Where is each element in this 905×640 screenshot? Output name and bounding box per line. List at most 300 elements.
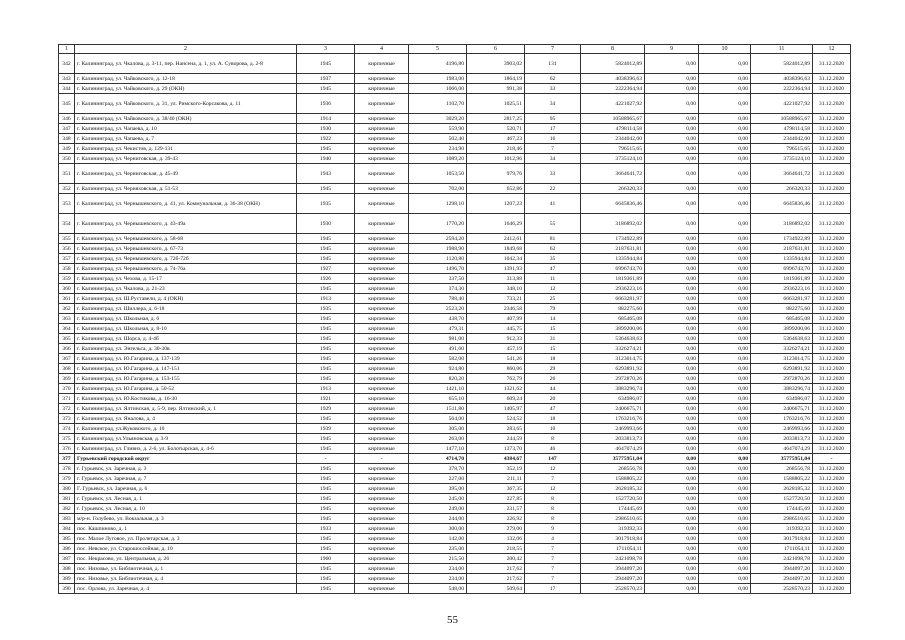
cell-build-year: 1945 [297, 464, 355, 474]
cell-cost-fund: 0,00 [645, 544, 699, 554]
cell-address: пос. Малое Луговое, ул. Пролетарская, д. 3 [75, 534, 297, 544]
cell-deadline: 31.12.2020 [813, 374, 851, 384]
cell-cost-sum: 2628185,32 [751, 484, 813, 494]
cell-total-area: 502,40 [409, 134, 467, 144]
cell-row-number: 357 [59, 254, 75, 264]
cell-cost-fund: 0,00 [645, 124, 699, 134]
table-row [59, 334, 851, 344]
cell-cost-budget: 0,00 [699, 214, 751, 234]
cell-cost-fund: 0,00 [645, 514, 699, 524]
cell-cost-fund: 0,00 [645, 334, 699, 344]
table-row [59, 384, 851, 394]
cell-cost-fund: 0,00 [645, 264, 699, 274]
table-row [59, 434, 851, 444]
cell-living-area: 132,06 [467, 534, 525, 544]
cell-cost-total: 4221027,92 [581, 94, 645, 114]
cell-residents: 17 [525, 124, 581, 134]
cell-cost-budget: 0,00 [699, 404, 751, 414]
cell-cost-total: 3944097,20 [581, 564, 645, 574]
cell-wall-material: кирпичные [355, 444, 409, 454]
cell-address: г. Калининград, ул. Черниговская, д. 39-43 [75, 154, 297, 164]
cell-deadline: 31.12.2020 [813, 334, 851, 344]
cell-wall-material: кирпичные [355, 74, 409, 84]
cell-living-area: 1864,19 [467, 74, 525, 84]
cell-living-area: 244,59 [467, 434, 525, 444]
cell-cost-total: 5824012,89 [581, 54, 645, 74]
cell-cost-sum: 882275,60 [751, 304, 813, 314]
cell-cost-sum: 2421098,78 [751, 554, 813, 564]
cell-row-number: 375 [59, 434, 75, 444]
cell-cost-fund: 0,00 [645, 194, 699, 214]
cell-wall-material: кирпичные [355, 134, 409, 144]
cell-build-year: 1945 [297, 414, 355, 424]
cell-living-area: 352,19 [467, 464, 525, 474]
cell-living-area: 367,35 [467, 484, 525, 494]
cell-address: г. Калининград, ул. Чернышевского, д. 67-73 [75, 244, 297, 254]
cell-address: г. Калининград, ул. Ю.Гагарина, д. 50-52 [75, 384, 297, 394]
cell-build-year: 1945 [297, 444, 355, 454]
cell-residents: 47 [525, 264, 581, 274]
cell-address: г. Калининград, ул. Ю.Гагарина, д. 147-151 [75, 364, 297, 374]
cell-build-year: 1945 [297, 574, 355, 584]
cell-cost-budget: 0,00 [699, 164, 751, 184]
cell-cost-total: 796515,65 [581, 144, 645, 154]
cell-row-number: 353 [59, 194, 75, 214]
cell-address: г. Калининград, ул. Энгельса, д. 30-30в [75, 344, 297, 354]
cell-living-area: 762,79 [467, 374, 525, 384]
cell-total-area: 820,20 [409, 374, 467, 384]
cell-address: г. Калининград, ул. Ялтинская, д. 5-9, пер. Ялтинский, д. 1 [75, 404, 297, 414]
cell-deadline: 31.12.2020 [813, 274, 851, 284]
table-row [59, 164, 851, 184]
cell-cost-sum: 3186892,02 [751, 214, 813, 234]
cell-cost-total: 1711054,11 [581, 544, 645, 554]
cell-row-number: 373 [59, 414, 75, 424]
cell-total-area: 788,40 [409, 294, 467, 304]
cell-residents: 18 [525, 414, 581, 424]
table-row [59, 414, 851, 424]
cell-total-area: 2523,20 [409, 304, 467, 314]
table-row [59, 284, 851, 294]
cell-cost-total: 4798114,58 [581, 124, 645, 134]
cell-residents: 7 [525, 474, 581, 484]
table-row [59, 474, 851, 484]
cell-residents: 12 [525, 464, 581, 474]
cell-row-number: 359 [59, 274, 75, 284]
cell-cost-total: 2222364,94 [581, 84, 645, 94]
cell-cost-budget: 0,00 [699, 414, 751, 424]
cell-cost-budget: 0,00 [699, 134, 751, 144]
cell-residents: 12 [525, 284, 581, 294]
cell-cost-total: 634986,07 [581, 394, 645, 404]
cell-build-year: 1945 [297, 364, 355, 374]
cell-wall-material: кирпичные [355, 394, 409, 404]
cell-row-number: 360 [59, 284, 75, 294]
cell-row-number: 349 [59, 144, 75, 154]
cell-living-area: 912,33 [467, 334, 525, 344]
table-row [59, 74, 851, 84]
cell-total-area: 374,30 [409, 284, 467, 294]
cell-cost-sum: 35775951,04 [751, 454, 813, 464]
table-row [59, 184, 851, 194]
cell-address: г. Калининград, ул. Чкалова, д. 21-23 [75, 284, 297, 294]
cell-address: пос. Низовье, ул. Библиотечная, д. 4 [75, 574, 297, 584]
cell-address: г. Калининград, ул. Чайковского, д. 31, ул. Римского-Корсакова, д. 11 [75, 94, 297, 114]
cell-total-area: 234,90 [409, 144, 467, 154]
cell-cost-total: 2628185,32 [581, 484, 645, 494]
cell-build-year: 1945 [297, 474, 355, 484]
table-row [59, 214, 851, 234]
cell-wall-material: кирпичные [355, 344, 409, 354]
cell-total-area: 1089,20 [409, 154, 467, 164]
cell-build-year: 1945 [297, 514, 355, 524]
table-row [59, 94, 851, 114]
cell-build-year: 1930 [297, 124, 355, 134]
cell-cost-budget: 0,00 [699, 514, 751, 524]
cell-living-area: 860,06 [467, 364, 525, 374]
cell-deadline: 31.12.2020 [813, 484, 851, 494]
cell-deadline: 31.12.2020 [813, 284, 851, 294]
cell-residents: 9 [525, 524, 581, 534]
column-number: 8 [581, 45, 645, 54]
cell-wall-material: кирпичные [355, 144, 409, 154]
cell-cost-sum: 2972870,26 [751, 374, 813, 384]
cell-cost-total: 319392,33 [581, 524, 645, 534]
cell-wall-material: кирпичные [355, 254, 409, 264]
cell-total-area: 305,00 [409, 424, 467, 434]
cell-cost-total: 35775951,04 [581, 454, 645, 464]
cell-cost-sum: 2469993,66 [751, 424, 813, 434]
cell-cost-budget: 0,00 [699, 584, 751, 594]
cell-wall-material: кирпичные [355, 424, 409, 434]
cell-wall-material: кирпичные [355, 484, 409, 494]
cell-wall-material: кирпичные [355, 54, 409, 74]
cell-total-area: 142,00 [409, 534, 467, 544]
cell-living-area: 218,46 [467, 144, 525, 154]
table-row [59, 464, 851, 474]
cell-cost-budget: 0,00 [699, 254, 751, 264]
cell-cost-budget: 0,00 [699, 494, 751, 504]
cell-deadline: 31.12.2020 [813, 144, 851, 154]
cell-cost-sum: 6996743,70 [751, 264, 813, 274]
cell-living-area: 1646,29 [467, 214, 525, 234]
cell-wall-material: кирпичные [355, 534, 409, 544]
cell-cost-fund: 0,00 [645, 364, 699, 374]
cell-total-area: 438,70 [409, 314, 467, 324]
cell-cost-fund: 0,00 [645, 564, 699, 574]
cell-living-area: 1321,62 [467, 384, 525, 394]
cell-deadline: 31.12.2020 [813, 234, 851, 244]
cell-cost-fund: 0,00 [645, 54, 699, 74]
cell-cost-budget: 0,00 [699, 434, 751, 444]
cell-living-area: 467,23 [467, 134, 525, 144]
cell-cost-sum: 4038396,63 [751, 74, 813, 84]
cell-cost-fund: 0,00 [645, 494, 699, 504]
column-number: 4 [355, 45, 409, 54]
cell-living-area: 2412,61 [467, 234, 525, 244]
cell-total-area: 702,00 [409, 184, 467, 194]
cell-row-number: 386 [59, 544, 75, 554]
cell-address: г. Калининград, ул.Ульяновская, д. 3-9 [75, 434, 297, 444]
table-row [59, 254, 851, 264]
cell-cost-total: 3664641,72 [581, 164, 645, 184]
cell-cost-sum: 4647074,29 [751, 444, 813, 454]
cell-residents: 95 [525, 114, 581, 124]
cell-total-area: 395,00 [409, 484, 467, 494]
cell-row-number: 370 [59, 384, 75, 394]
cell-wall-material: кирпичные [355, 524, 409, 534]
cell-deadline: 31.12.2020 [813, 94, 851, 114]
cell-cost-budget: 0,00 [699, 154, 751, 164]
cell-residents: 7 [525, 544, 581, 554]
cell-wall-material: кирпичные [355, 494, 409, 504]
cell-cost-total: 2528570,23 [581, 584, 645, 594]
cell-address: Г. Гурьевск, ул. Заречная, д. 6 [75, 484, 297, 494]
cell-cost-sum: 1734922,89 [751, 234, 813, 244]
cell-address: г. Калининград, ул. Чекистов, д. 129-131 [75, 144, 297, 154]
cell-cost-total: 2344042,00 [581, 134, 645, 144]
cell-deadline: 31.12.2020 [813, 474, 851, 484]
cell-living-area: 2817,25 [467, 114, 525, 124]
cell-cost-budget: 0,00 [699, 454, 751, 464]
cell-cost-budget: 0,00 [699, 384, 751, 394]
cell-cost-total: 6996743,70 [581, 264, 645, 274]
table-row [59, 534, 851, 544]
cell-cost-sum: 4221027,92 [751, 94, 813, 114]
cell-cost-total: 3186892,02 [581, 214, 645, 234]
cell-cost-total: 3883296,74 [581, 384, 645, 394]
cell-cost-budget: 0,00 [699, 304, 751, 314]
cell-row-number: 346 [59, 114, 75, 124]
cell-cost-sum: 3899200,06 [751, 324, 813, 334]
cell-row-number: 364 [59, 324, 75, 334]
cell-total-area: 378,70 [409, 464, 467, 474]
column-number: 1 [59, 45, 75, 54]
cell-cost-sum: 3123014,75 [751, 354, 813, 364]
cell-total-area: 1053,50 [409, 164, 467, 184]
cell-living-area: 1405,97 [467, 404, 525, 414]
cell-total-area: 263,00 [409, 434, 467, 444]
table-row [59, 144, 851, 154]
cell-residents: 41 [525, 194, 581, 214]
cell-deadline: 31.12.2020 [813, 254, 851, 264]
cell-build-year: 1945 [297, 564, 355, 574]
cell-build-year: 1936 [297, 94, 355, 114]
cell-total-area: 234,00 [409, 574, 467, 584]
cell-deadline: 31.12.2020 [813, 154, 851, 164]
cell-wall-material: кирпичные [355, 264, 409, 274]
column-number: 11 [751, 45, 813, 54]
cell-wall-material: кирпичные [355, 404, 409, 414]
cell-cost-total: 4647074,29 [581, 444, 645, 454]
cell-row-number: 356 [59, 244, 75, 254]
cell-cost-fund: 0,00 [645, 474, 699, 484]
cell-cost-fund: 0,00 [645, 394, 699, 404]
cell-row-number: 348 [59, 134, 75, 144]
cell-deadline: 31.12.2020 [813, 84, 851, 94]
table-row [59, 324, 851, 334]
cell-row-number: 385 [59, 534, 75, 544]
table-row [59, 344, 851, 354]
cell-living-area: 1012,96 [467, 154, 525, 164]
cell-build-year: 1929 [297, 404, 355, 414]
cell-address: пос. Некрасово, ул. Центральная, д. 26 [75, 554, 297, 564]
table-row [59, 314, 851, 324]
cell-cost-total: 1588805,22 [581, 474, 645, 484]
cell-residents: 33 [525, 84, 581, 94]
cell-wall-material: кирпичные [355, 214, 409, 234]
cell-total-area: 235,00 [409, 544, 467, 554]
cell-deadline: 31.12.2020 [813, 184, 851, 194]
cell-cost-total: 6293891,92 [581, 364, 645, 374]
cell-cost-budget: 0,00 [699, 554, 751, 564]
cell-build-year: 1927 [297, 264, 355, 274]
cell-residents: 7 [525, 564, 581, 574]
cell-total-area: 1477,10 [409, 444, 467, 454]
cell-total-area: 582,00 [409, 354, 467, 364]
cell-residents: 147 [525, 454, 581, 464]
cell-wall-material: кирпичные [355, 234, 409, 244]
cell-cost-fund: 0,00 [645, 154, 699, 164]
cell-cost-fund: 0,00 [645, 524, 699, 534]
cell-living-area: 211,11 [467, 474, 525, 484]
cell-cost-budget: 0,00 [699, 574, 751, 584]
table-row [59, 404, 851, 414]
column-number: 5 [409, 45, 467, 54]
cell-total-area: 981,00 [409, 334, 467, 344]
cell-build-year: 1945 [297, 484, 355, 494]
cell-cost-sum: 2986510,65 [751, 514, 813, 524]
cell-residents: 22 [525, 184, 581, 194]
cell-total-area: 564,00 [409, 414, 467, 424]
cell-residents: 14 [525, 314, 581, 324]
cell-deadline: 31.12.2020 [813, 404, 851, 414]
cell-living-area: 1373,70 [467, 444, 525, 454]
cell-total-area: 1298,10 [409, 194, 467, 214]
cell-cost-total: 685465,08 [581, 314, 645, 324]
column-number: 7 [525, 45, 581, 54]
cell-cost-sum: 2187631,81 [751, 244, 813, 254]
cell-wall-material: кирпичные [355, 184, 409, 194]
cell-cost-fund: 0,00 [645, 234, 699, 244]
cell-cost-fund: 0,00 [645, 164, 699, 184]
cell-row-number: 345 [59, 94, 75, 114]
cell-build-year: 1945 [297, 504, 355, 514]
cell-cost-fund: 0,00 [645, 554, 699, 564]
cell-deadline: 31.12.2020 [813, 354, 851, 364]
cell-row-number: 376 [59, 444, 75, 454]
cell-cost-sum: 4798114,58 [751, 124, 813, 134]
cell-total-area: 3029,20 [409, 114, 467, 124]
cell-row-number: 361 [59, 294, 75, 304]
cell-cost-fund: 0,00 [645, 84, 699, 94]
cell-residents: 29 [525, 364, 581, 374]
cell-living-area: 200,42 [467, 554, 525, 564]
cell-deadline: 31.12.2020 [813, 574, 851, 584]
cell-deadline: 31.12.2020 [813, 324, 851, 334]
column-number: 9 [645, 45, 699, 54]
cell-wall-material: кирпичные [355, 414, 409, 424]
cell-cost-fund: 0,00 [645, 424, 699, 434]
table-row [59, 54, 851, 74]
cell-wall-material: кирпичные [355, 584, 409, 594]
cell-deadline: 31.12.2020 [813, 164, 851, 184]
cell-living-area: 1042,34 [467, 254, 525, 264]
cell-total-area: 491,60 [409, 344, 467, 354]
cell-row-number: 350 [59, 154, 75, 164]
column-number: 10 [699, 45, 751, 54]
cell-deadline: 31.12.2020 [813, 554, 851, 564]
cell-cost-budget: 0,00 [699, 274, 751, 284]
cell-address: г. Калининград, ул. Чернышевского, д. 72б-72б [75, 254, 297, 264]
cell-deadline: 31.12.2020 [813, 194, 851, 214]
cell-build-year: 1945 [297, 584, 355, 594]
cell-total-area: 249,00 [409, 504, 467, 514]
cell-living-area: 218,55 [467, 544, 525, 554]
cell-build-year: 1945 [297, 354, 355, 364]
cell-cost-fund: 0,00 [645, 324, 699, 334]
cell-deadline: 31.12.2020 [813, 264, 851, 274]
cell-row-number: 352 [59, 184, 75, 194]
cell-cost-total: 3899200,06 [581, 324, 645, 334]
cell-residents: 31 [525, 334, 581, 344]
cell-cost-fund: 0,00 [645, 584, 699, 594]
cell-deadline: 31.12.2020 [813, 244, 851, 254]
cell-cost-sum: 6645836,46 [751, 194, 813, 214]
cell-deadline: 31.12.2020 [813, 384, 851, 394]
cell-row-number: 371 [59, 394, 75, 404]
cell-total-area: 1983,00 [409, 74, 467, 84]
cell-wall-material: кирпичные [355, 434, 409, 444]
cell-row-number: 374 [59, 424, 75, 434]
cell-address: г. Калининград, ул. Чернышевского, д. 43-49а [75, 214, 297, 234]
column-number: 12 [813, 45, 851, 54]
cell-address: г. Калининград, ул. Шорса, д. 4-4б [75, 334, 297, 344]
cell-address: г. Калининград, ул. Шиллера, д. 6-18 [75, 304, 297, 314]
cell-address: пос. Низовье, ул. Библиотечная, д. 1 [75, 564, 297, 574]
cell-living-area: 3903,02 [467, 54, 525, 74]
cell-living-area: 1207,23 [467, 194, 525, 214]
cell-cost-sum: 6293891,92 [751, 364, 813, 374]
cell-wall-material: кирпичные [355, 384, 409, 394]
cell-cost-sum: 3883296,74 [751, 384, 813, 394]
cell-cost-sum: 3735124,10 [751, 154, 813, 164]
cell-cost-fund: 0,00 [645, 484, 699, 494]
cell-cost-fund: 0,00 [645, 294, 699, 304]
cell-residents: 81 [525, 234, 581, 244]
cell-row-number: 384 [59, 524, 75, 534]
cell-living-area: 2346,58 [467, 304, 525, 314]
cell-cost-total: 3326274,21 [581, 344, 645, 354]
cell-cost-fund: 0,00 [645, 94, 699, 114]
cell-address: г. Гурьевск, ул. Заречная, д. 3 [75, 464, 297, 474]
cell-cost-total: 2187631,81 [581, 244, 645, 254]
cell-cost-budget: 0,00 [699, 74, 751, 84]
cell-cost-fund: 0,00 [645, 314, 699, 324]
cell-residents: 15 [525, 324, 581, 334]
cell-residents: 131 [525, 54, 581, 74]
table-row [59, 194, 851, 214]
cell-cost-budget: 0,00 [699, 294, 751, 304]
cell-cost-fund: 0,00 [645, 274, 699, 284]
cell-deadline: 31.12.2020 [813, 134, 851, 144]
cell-cost-sum: 1588805,22 [751, 474, 813, 484]
cell-cost-budget: 0,00 [699, 334, 751, 344]
cell-total-area: 234,00 [409, 564, 467, 574]
table-row [59, 394, 851, 404]
column-number-row [59, 45, 851, 54]
cell-wall-material: кирпичные [355, 564, 409, 574]
